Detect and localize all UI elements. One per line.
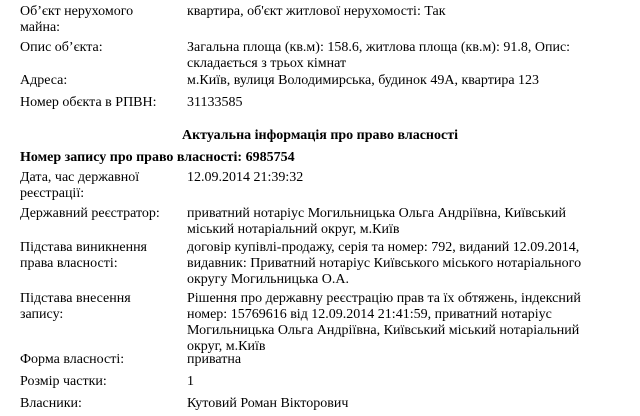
rpvn-number-value: 31133585 <box>187 95 243 110</box>
record-basis-value: Рішення про державну реєстрацію прав та їх обтяжень, індексний номер: 15769616 від 12.09.2014 21:41:59, приватний нотаріус Могильницька Ольга Андріївна, Київський міський нотаріальний округ, м.Київ <box>187 291 581 354</box>
object-description-value: Загальна площа (кв.м): 158.6, житлова площа (кв.м): 91.8, Опис: складається з трьох кімнат <box>187 40 571 71</box>
object-type-label: Об’єкт нерухомого майна: <box>20 4 134 35</box>
share-size-label: Розмір частки: <box>20 374 107 389</box>
registrar-value: приватний нотаріус Могильницька Ольга Андріївна, Київський міський нотаріальний округ, м.Київ <box>187 206 567 237</box>
owners-label: Власники: <box>20 396 82 411</box>
registration-date-value: 12.09.2014 21:39:32 <box>187 170 304 185</box>
owners-value: Кутовий Роман Вікторович <box>187 396 349 411</box>
ownership-basis-label: Підстава виникнення права власності: <box>20 240 147 271</box>
rpvn-number-label: Номер обєкта в РПВН: <box>20 95 157 110</box>
object-type-value: квартира, об'єкт житлової нерухомості: Так <box>187 4 446 19</box>
registrar-label: Державний реєстратор: <box>20 206 160 221</box>
ownership-basis-value: договір купівлі-продажу, серія та номер: 792, виданий 12.09.2014, видавник: Приватний нотаріус Київського міського нотаріального округу Могильницька О.А. <box>187 240 582 287</box>
object-description-label: Опис об’єкта: <box>20 40 103 55</box>
section-title: Актуальна інформація про право власності <box>182 128 458 143</box>
ownership-form-label: Форма власності: <box>20 352 125 367</box>
share-size-value: 1 <box>187 374 194 389</box>
registration-date-label: Дата, час державної реєстрації: <box>20 170 140 201</box>
record-basis-label: Підстава внесення запису: <box>20 291 131 322</box>
address-value: м.Київ, вулиця Володимирська, будинок 49А, квартира 123 <box>187 73 540 88</box>
ownership-form-value: приватна <box>187 352 242 367</box>
record-header: Номер запису про право власності: 6985754 <box>20 150 295 165</box>
address-label: Адреса: <box>20 73 68 88</box>
